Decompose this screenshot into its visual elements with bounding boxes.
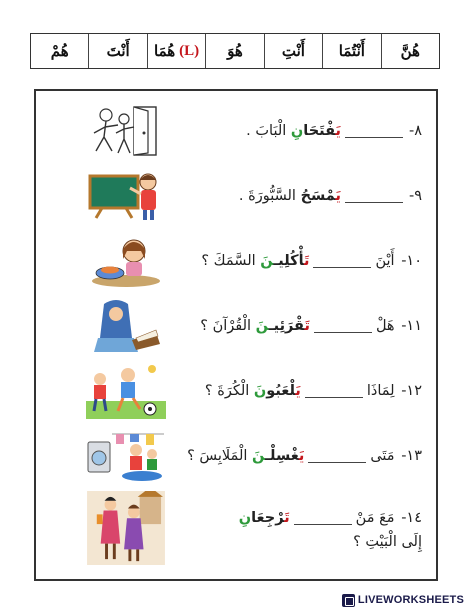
sentence [186,166,422,226]
girls-washing-clothes-image [86,428,166,484]
verb: يَفْتَحَانِ [290,123,341,139]
selected-mark: (L) [179,42,200,59]
verb: يَمْسَحُ [300,188,341,204]
liveworksheets-logo-icon [342,594,355,607]
question-word: هَلْ [375,318,395,334]
exercise-row [36,101,436,161]
sentence-rest: الْقُرْآنَ ؟ [200,318,252,334]
pronoun-table [30,33,440,69]
question-word: لِمَاذَا [366,383,395,399]
answer-blank[interactable] [345,124,403,138]
pronoun-cell: أَنْتَ [88,34,146,68]
sentence [186,296,422,356]
girl-eating-fish-image [86,233,166,289]
question-word: مَعَ مَنْ [355,510,395,526]
sentence-rest: الْمَلَابِسَ ؟ [187,448,248,464]
liveworksheets-logo [342,592,464,608]
sentence-rest: إِلَى الْبَيْتِ ؟ [353,534,422,550]
pronoun-cell: هُوَ [205,34,263,68]
exercise-row [36,491,436,569]
question-number: ١٤- [401,510,422,526]
answer-blank[interactable] [294,511,352,525]
pronoun-cell: هُمْ [50,42,69,60]
boys-playing-ball-image [86,363,166,419]
brand-label: LIVEWORKSHEETS [357,594,464,606]
answer-blank[interactable] [345,189,403,203]
children-opening-door-image [86,103,166,159]
sentence [186,426,422,486]
verb: تَرْجِعَانِ [238,510,290,526]
sentence-rest: السَّبُّورَةَ . [238,188,296,204]
girl-wiping-blackboard-image [86,168,166,224]
sentence [186,231,422,291]
pronoun-cell: أَنْتِ [264,34,322,68]
question-word: مَتَى [370,448,395,464]
pronoun-cell: هُمَا (L) [147,34,205,68]
exercise-row [36,231,436,291]
answer-blank[interactable] [308,449,366,463]
pronoun-cell: هُنَّ [381,34,439,68]
answer-blank[interactable] [305,384,363,398]
verb: تَقْرَئِيـنَ [255,318,310,334]
verb: يَلْعَبُونَ [253,383,301,399]
question-number: ١٢- [401,383,422,399]
question-number: ١٠- [401,253,422,269]
answer-blank[interactable] [314,319,372,333]
pronoun-cell: أَنْتُمَا [322,34,380,68]
sentence-rest: الْكُرَةَ ؟ [204,383,250,399]
sentence-rest: الْبَابَ . [246,123,287,139]
exercise-row [36,361,436,421]
sentence [186,101,422,161]
sentence [186,491,422,569]
question-number: ٩- [408,188,422,204]
girl-reading-quran-image [86,298,166,354]
question-number: ٨- [408,123,422,139]
verb: تَأْكُلِيـنَ [260,253,310,269]
exercise-row [36,426,436,486]
sentence [186,361,422,421]
answer-blank[interactable] [313,254,371,268]
two-girls-walking-home-image [86,491,166,565]
verb: يَغْسِلْـنَ [252,448,305,464]
question-number: ١٣- [401,448,422,464]
exercise-frame [34,89,438,581]
sentence-rest: السَّمَكَ ؟ [201,253,256,269]
question-word: أَيْنَ [375,253,395,269]
exercise-row [36,166,436,226]
question-number: ١١- [401,318,422,334]
exercise-row [36,296,436,356]
